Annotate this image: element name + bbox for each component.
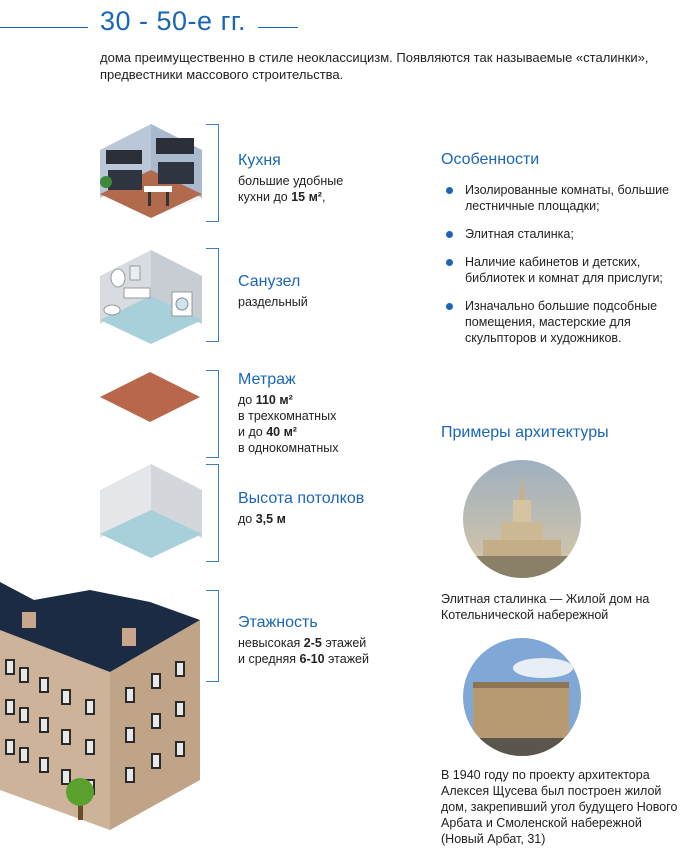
kitchen-bracket bbox=[206, 124, 219, 222]
bullet-icon bbox=[446, 303, 453, 310]
feature-floors-title: Этажность bbox=[238, 614, 318, 631]
feature-bathroom-title: Санузел bbox=[238, 273, 301, 290]
feature-kitchen-title: Кухня bbox=[238, 152, 281, 169]
feature-ceiling-desc: до 3,5 м bbox=[238, 512, 286, 526]
floor-area-illustration bbox=[98, 370, 202, 424]
ceiling-bracket bbox=[206, 464, 219, 562]
floors-bracket bbox=[206, 590, 219, 682]
peculiarities-title: Особенности bbox=[441, 151, 540, 168]
header-rule-right bbox=[258, 27, 298, 28]
bathroom-bracket bbox=[206, 248, 219, 342]
peculiarities-list bbox=[441, 182, 691, 358]
feature-floors-desc: невысокая 2-5 этажей и средняя 6-10 этажей bbox=[238, 636, 369, 666]
novy-arbat-photo bbox=[463, 638, 581, 756]
bathroom-illustration bbox=[96, 246, 206, 346]
ceiling-illustration bbox=[96, 460, 206, 560]
feature-area-title: Метраж bbox=[238, 371, 296, 388]
feature-ceiling-title: Высота потолков bbox=[238, 490, 365, 507]
area-bracket bbox=[206, 370, 219, 458]
bullet-icon bbox=[446, 259, 453, 266]
list-item: Изначально большие подсобные помещения, мастерские для скульпторов и художников. bbox=[441, 298, 691, 346]
bullet-icon bbox=[446, 231, 453, 238]
example-caption-1: Элитная сталинка — Жилой дом на Котельнической набережной bbox=[441, 592, 650, 622]
list-item: Элитная сталинка; bbox=[441, 226, 691, 242]
feature-kitchen-desc: большие удобные кухни до 15 м², bbox=[238, 174, 344, 204]
intro-text: дома преимущественно в стиле неоклассицизм. Появляются так называемые «сталинки», предвестники массового строительства. bbox=[100, 50, 649, 82]
examples-title: Примеры архитектуры bbox=[441, 424, 609, 441]
building-illustration bbox=[0, 580, 206, 830]
kotelnicheskaya-photo bbox=[463, 460, 581, 578]
kitchen-illustration bbox=[96, 120, 206, 220]
bullet-icon bbox=[446, 187, 453, 194]
example-caption-2: В 1940 году по проекту архитектора Алексея Щусева был построен жилой дом, закрепивший угол будущего Нового Арбата и Смоленской набережной (Новый Арбат, 31) bbox=[441, 768, 678, 846]
feature-bathroom-desc: раздельный bbox=[238, 295, 308, 309]
list-item: Наличие кабинетов и детских, библиотек и комнат для прислуги; bbox=[441, 254, 691, 286]
list-item: Изолированные комнаты, большие лестничные площадки; bbox=[441, 182, 691, 214]
header-rule-left bbox=[0, 27, 88, 28]
era-title: 30 - 50-е гг. bbox=[100, 6, 246, 36]
feature-area-desc: до 110 м² в трехкомнатных и до 40 м² в однокомнатных bbox=[238, 393, 339, 455]
